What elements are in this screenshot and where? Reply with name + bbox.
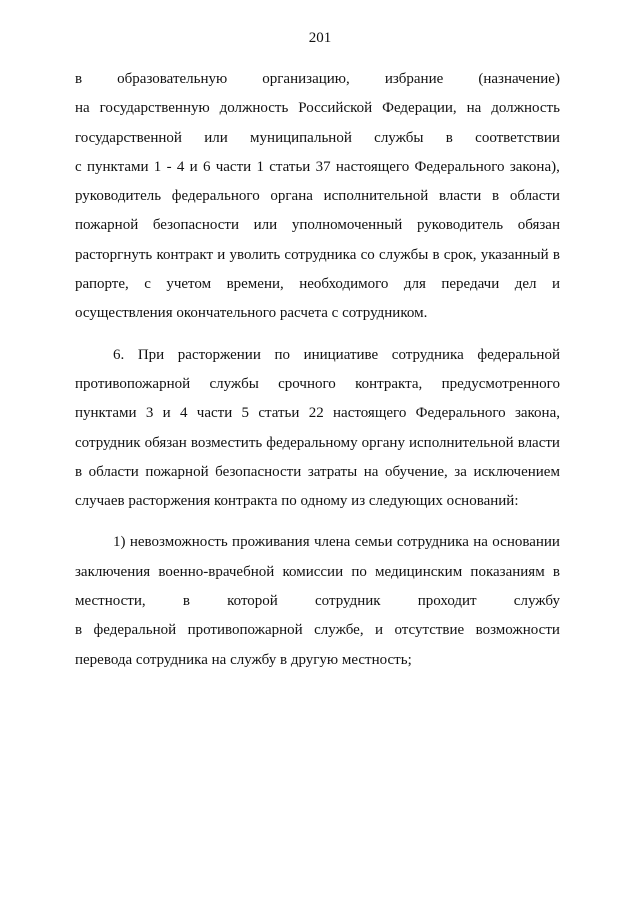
word: пунктами (86, 158, 149, 175)
word: сотрудник (75, 434, 141, 451)
word: срочного (278, 375, 336, 392)
word: необходимого (299, 276, 389, 293)
word: в (552, 246, 560, 263)
text-line: осуществления окончательного расчета с сотрудником. (75, 305, 428, 322)
text-line (75, 616, 560, 645)
word: в (75, 463, 83, 480)
word: отсутствие (394, 622, 465, 639)
word: сотрудника (284, 246, 357, 263)
word: безопасности (152, 217, 239, 234)
word: 1 (153, 158, 162, 175)
word: основании (492, 534, 560, 551)
word: на (466, 100, 482, 117)
word: руководитель (75, 188, 162, 205)
word: в (552, 563, 560, 580)
word: на (473, 534, 488, 551)
word: 4 (179, 405, 188, 422)
word: по (351, 563, 367, 580)
paragraph-item-6 (75, 341, 560, 517)
text-line: перевода сотрудника на службу в другую местность; (75, 651, 412, 668)
word: 22 (308, 405, 324, 422)
word: в (492, 188, 500, 205)
word: противопожарной (75, 375, 191, 392)
word: в (445, 129, 453, 146)
word: настоящего (333, 405, 407, 422)
word: времени, (226, 276, 284, 293)
word: 3 (145, 405, 154, 422)
word: исполнительной (409, 434, 514, 451)
text-line (75, 241, 560, 270)
word: возместить (190, 434, 263, 451)
word: пожарной (75, 217, 139, 234)
word: обязан (517, 217, 560, 234)
paragraph-gap (75, 329, 560, 341)
word: власти (439, 188, 482, 205)
text-line (75, 153, 560, 182)
text-line (75, 124, 560, 153)
word: закона, (514, 405, 560, 422)
text-line (75, 270, 560, 299)
word: комиссии (282, 563, 344, 580)
paragraph-gap (75, 516, 560, 528)
word: органу (361, 434, 405, 451)
word: в (75, 622, 83, 639)
text-line: случаев расторжения контракта по одному из следующих оснований: (75, 493, 519, 510)
word: органа (270, 188, 313, 205)
word: обязан (144, 434, 187, 451)
word: показаниям (470, 563, 545, 580)
word: должность (219, 100, 289, 117)
word: которой (227, 593, 278, 610)
word: закона), (509, 158, 560, 175)
word: в (432, 246, 440, 263)
word: 1 (256, 158, 264, 175)
word: муниципальной (250, 129, 352, 146)
text-line (75, 370, 560, 399)
text-line (75, 399, 560, 428)
document-body (75, 65, 560, 675)
word: члена (313, 534, 351, 551)
word: срок, (443, 246, 477, 263)
word: передачи (441, 276, 500, 293)
word: с (75, 158, 82, 175)
word: проходит (417, 593, 477, 610)
word: возможности (475, 622, 560, 639)
word: или (253, 217, 278, 234)
word: настоящего (335, 158, 410, 175)
word: заключения (75, 563, 151, 580)
text-line (75, 182, 560, 211)
word: сотрудника (391, 346, 464, 363)
word: и (551, 276, 560, 293)
word: и (375, 622, 384, 639)
paragraph-subitem-1 (75, 528, 560, 674)
word: и (162, 405, 171, 422)
word: части (215, 158, 252, 175)
word: уволить (229, 246, 281, 263)
word: соответствии (475, 129, 560, 146)
word: службу (513, 593, 560, 610)
word: местности, (75, 593, 146, 610)
word: 4 (176, 158, 185, 175)
word: сотрудник (315, 593, 381, 610)
word: обучение, (385, 463, 448, 480)
word: 6 (202, 158, 211, 175)
word: по (274, 346, 290, 363)
text-line (75, 429, 560, 458)
word: Федерального (415, 405, 506, 422)
word: расторжении (177, 346, 261, 363)
word: предусмотренного (441, 375, 560, 392)
word: службы (378, 246, 429, 263)
word: федерального (171, 188, 260, 205)
word: избрание (384, 71, 444, 87)
word: указанный (480, 246, 549, 263)
word: государственную (99, 100, 210, 117)
word: со (360, 246, 375, 263)
word: Федерального (414, 158, 505, 175)
word: контракта, (355, 375, 423, 392)
word: организацию, (262, 71, 350, 87)
word: области (509, 188, 560, 205)
text-line (75, 211, 560, 240)
paragraph-continuation (75, 65, 560, 329)
text-line (75, 65, 560, 94)
word: пожарной (145, 463, 209, 480)
word: рапорте, (75, 276, 129, 293)
word: 6. (113, 346, 125, 363)
word: безопасности (215, 463, 302, 480)
word: должность (491, 100, 560, 117)
word: противопожарной (187, 622, 303, 639)
word: 1) (113, 534, 126, 551)
text-line (75, 587, 560, 616)
word: на (75, 100, 90, 117)
word: для (403, 276, 426, 293)
word: инициативе (303, 346, 379, 363)
word: 37 (315, 158, 331, 175)
word: исключением (473, 463, 560, 480)
word: федеральной (477, 346, 560, 363)
text-line (75, 94, 560, 123)
text-line (75, 341, 560, 370)
word: При (137, 346, 165, 363)
text-line (75, 458, 560, 487)
word: (назначение) (478, 71, 560, 87)
text-line (75, 558, 560, 587)
word: проживания (232, 534, 310, 551)
word: части (196, 405, 233, 422)
word: затраты (307, 463, 358, 480)
word: Российской (298, 100, 373, 117)
word: пунктами (75, 405, 137, 422)
word: на (363, 463, 379, 480)
word: федеральному (266, 434, 358, 451)
word: службе, (314, 622, 364, 639)
word: невозможность (129, 534, 228, 551)
word: государственной (75, 129, 182, 146)
word: в (75, 71, 83, 87)
word: дел (514, 276, 537, 293)
page-number: 201 (308, 30, 332, 46)
word: статьи (269, 158, 311, 175)
word: сотрудника (396, 534, 469, 551)
word: за (454, 463, 467, 480)
word: области (88, 463, 139, 480)
word: федеральной (93, 622, 177, 639)
word: Федерации, (382, 100, 457, 117)
word: контракт (156, 246, 214, 263)
word: образовательную (117, 71, 228, 87)
word: и (217, 246, 226, 263)
word: медицинским (375, 563, 463, 580)
word: уполномоченный (291, 217, 403, 234)
word: службы (209, 375, 259, 392)
word: и (189, 158, 198, 175)
word: учетом (166, 276, 212, 293)
word: власти (517, 434, 560, 451)
word: исполнительной (323, 188, 429, 205)
word: 5 (241, 405, 250, 422)
word: расторгнуть (75, 246, 153, 263)
word: статьи (258, 405, 300, 422)
word: семьи (354, 534, 393, 551)
text-line (75, 528, 560, 557)
word: или (204, 129, 228, 146)
word: военно-врачебной (158, 563, 275, 580)
word: - (166, 158, 172, 175)
word: службы (374, 129, 424, 146)
word: в (182, 593, 190, 610)
word: руководитель (416, 217, 504, 234)
word: с (144, 276, 151, 293)
